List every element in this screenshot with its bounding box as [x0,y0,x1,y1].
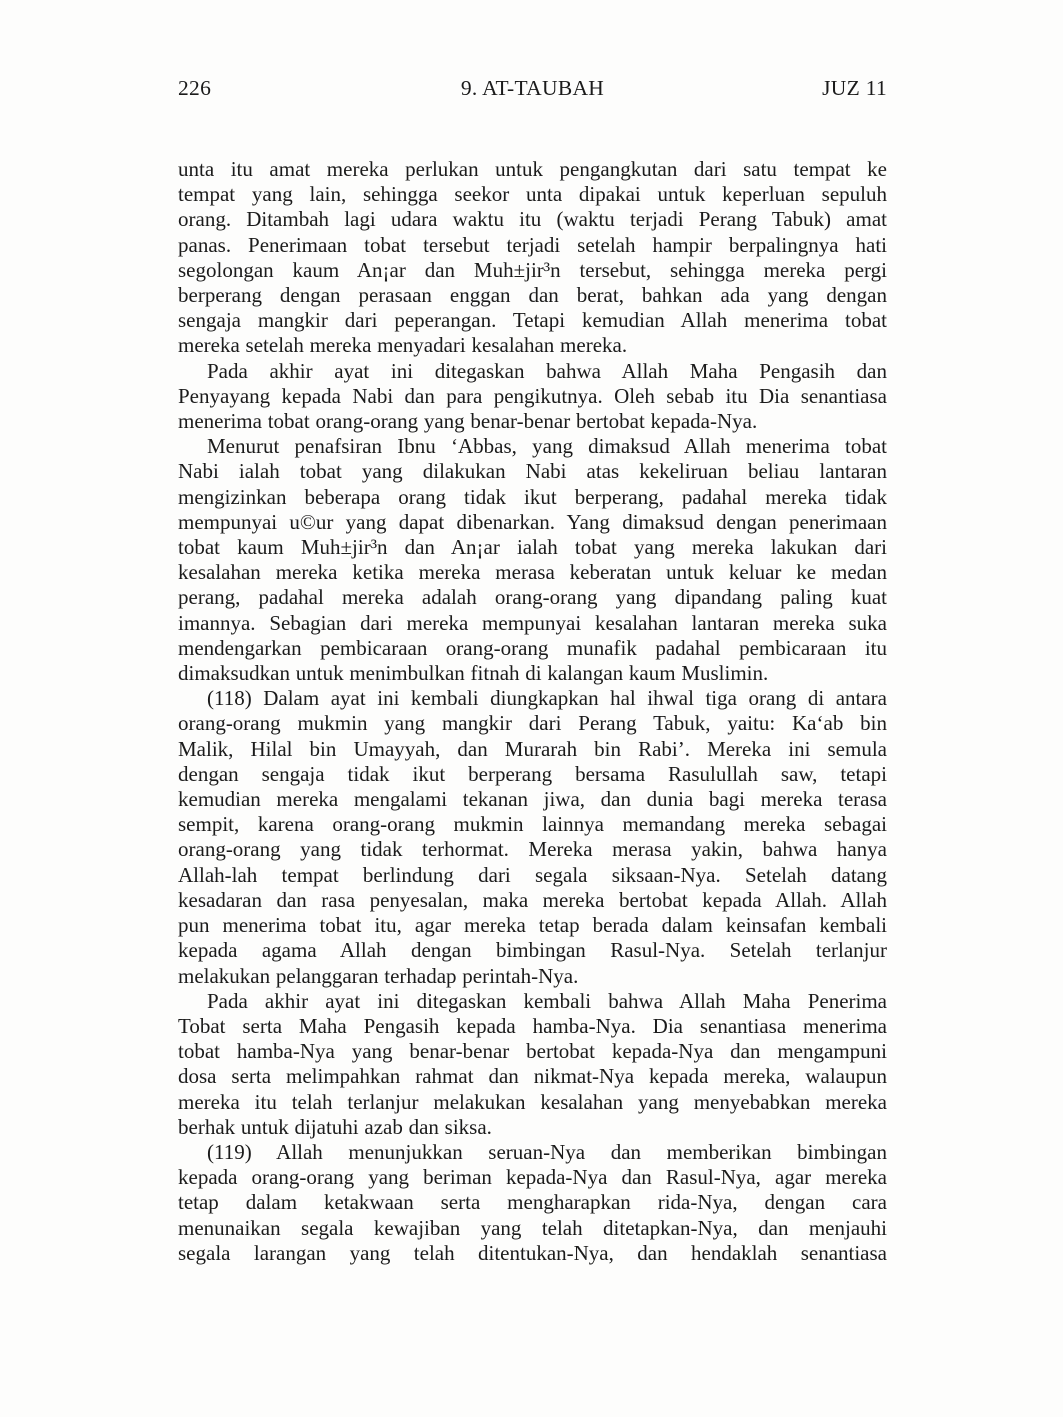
text-line: (118) Dalam ayat ini kembali diungkapkan hal ihwal tiga orang di antara [207,686,887,711]
text-line: mempunyai u©ur yang dapat dibenarkan. Yang dimaksud dengan penerimaan [178,509,887,534]
text-line: panas. Penerimaan tobat tersebut terjadi setelah hampir berpalingnya hati [178,232,887,257]
text-line: segala larangan yang telah ditentukan-Nya, dan hendaklah senantiasa [178,1240,887,1265]
text-line: tobat kaum Muh±jir³n dan An¡ar ialah tobat yang mereka lakukan dari [178,535,887,560]
text-line: kesadaran dan rasa penyesalan, maka mereka bertobat kepada Allah. Allah [178,887,887,912]
text-line: dosa serta melimpahkan rahmat dan nikmat-Nya kepada mereka, walaupun [178,1064,887,1089]
text-line: kepada agama Allah dengan bimbingan Rasul-Nya. Setelah terlanjur [178,938,887,963]
text-line: orang-orang yang tidak terhormat. Mereka merasa yakin, bahwa hanya [178,837,887,862]
surah-title: 9. AT-TAUBAH [460,76,605,100]
text-line: dimaksudkan untuk menimbulkan fitnah di kalangan kaum Muslimin. [178,661,769,686]
text-line: berperang dengan perasaan enggan dan berat, bahkan ada yang dengan [178,283,887,308]
text-block [178,157,887,1266]
paragraph [178,157,887,359]
text-line: tempat yang lain, sehingga seekor unta dipakai untuk keperluan sepuluh [178,182,887,207]
paragraph [178,1140,887,1266]
text-line: perang, padahal mereka adalah orang-orang yang dipandang paling kuat [178,585,887,610]
paragraph [178,434,887,686]
text-line: Pada akhir ayat ini ditegaskan bahwa Allah Maha Pengasih dan [207,358,887,383]
text-line: sengaja mangkir dari peperangan. Tetapi kemudian Allah menerima tobat [178,308,887,333]
text-line: menunaikan segala kewajiban yang telah ditetapkan-Nya, dan menjauhi [178,1215,887,1240]
text-line: pun menerima tobat itu, agar mereka tetap berada dalam keinsafan kembali [178,913,887,938]
text-line: Pada akhir ayat ini ditegaskan kembali bahwa Allah Maha Penerima [207,988,887,1013]
page-number: 226 [178,76,212,100]
text-line: unta itu amat mereka perlukan untuk pengangkutan dari satu tempat ke [178,157,887,181]
text-line: kemudian mereka mengalami tekanan jiwa, dan dunia bagi mereka terasa [178,787,887,812]
text-line: mereka setelah mereka menyadari kesalahan mereka. [178,333,628,358]
text-line: orang-orang mukmin yang mangkir dari Perang Tabuk, yaitu: Ka‘ab bin [178,711,887,736]
text-line: menerima tobat orang-orang yang benar-benar bertobat kepada-Nya. [178,409,758,434]
text-line: Nabi ialah tobat yang dilakukan Nabi atas kekeliruan beliau lantaran [178,459,887,484]
running-header [178,76,887,100]
text-line: kesalahan mereka ketika mereka merasa keberatan untuk keluar ke medan [178,560,887,585]
text-line: Menurut penafsiran Ibnu ‘Abbas, yang dimaksud Allah menerima tobat [207,434,887,459]
text-line: dengan sengaja tidak ikut berperang bersama Rasulullah saw, tetapi [178,761,887,786]
paragraph [178,989,887,1140]
text-line: imannya. Sebagian dari mereka mempunyai kesalahan lantaran mereka suka [178,610,887,635]
text-line: mendengarkan pembicaraan orang-orang munafik padahal pembicaraan itu [178,635,887,660]
paragraph [178,359,887,435]
text-line: mereka itu telah terlanjur melakukan kesalahan yang menyebabkan mereka [178,1089,887,1114]
text-line: melakukan pelanggaran terhadap perintah-Nya. [178,963,579,988]
text-line: berhak untuk dijatuhi azab dan siksa. [178,1114,492,1139]
text-line: tetap dalam ketakwaan serta mengharapkan rida-Nya, dengan cara [178,1190,887,1215]
juz-label: JUZ 11 [822,76,887,100]
text-line: Penyayang kepada Nabi dan para pengikutnya. Oleh sebab itu Dia senantiasa [178,383,887,408]
paragraph [178,686,887,988]
text-line: sempit, karena orang-orang mukmin lainnya memandang mereka sebagai [178,812,887,837]
text-line: (119) Allah menunjukkan seruan-Nya dan memberikan bimbingan [207,1139,887,1164]
text-line: mengizinkan beberapa orang tidak ikut berperang, padahal mereka tidak [178,484,887,509]
text-line: Tobat serta Maha Pengasih kepada hamba-Nya. Dia senantiasa menerima [178,1013,887,1038]
text-line: Malik, Hilal bin Umayyah, dan Murarah bin Rabi’. Mereka ini semula [178,736,887,761]
text-line: Allah-lah tempat berlindung dari segala siksaan-Nya. Setelah datang [178,862,887,887]
text-line: tobat hamba-Nya yang benar-benar bertobat kepada-Nya dan mengampuni [178,1039,887,1064]
text-line: orang. Ditambah lagi udara waktu itu (waktu terjadi Perang Tabuk) amat [178,207,887,232]
text-line: kepada orang-orang yang beriman kepada-Nya dan Rasul-Nya, agar mereka [178,1165,887,1190]
text-line: segolongan kaum An¡ar dan Muh±jir³n tersebut, sehingga mereka pergi [178,257,887,282]
